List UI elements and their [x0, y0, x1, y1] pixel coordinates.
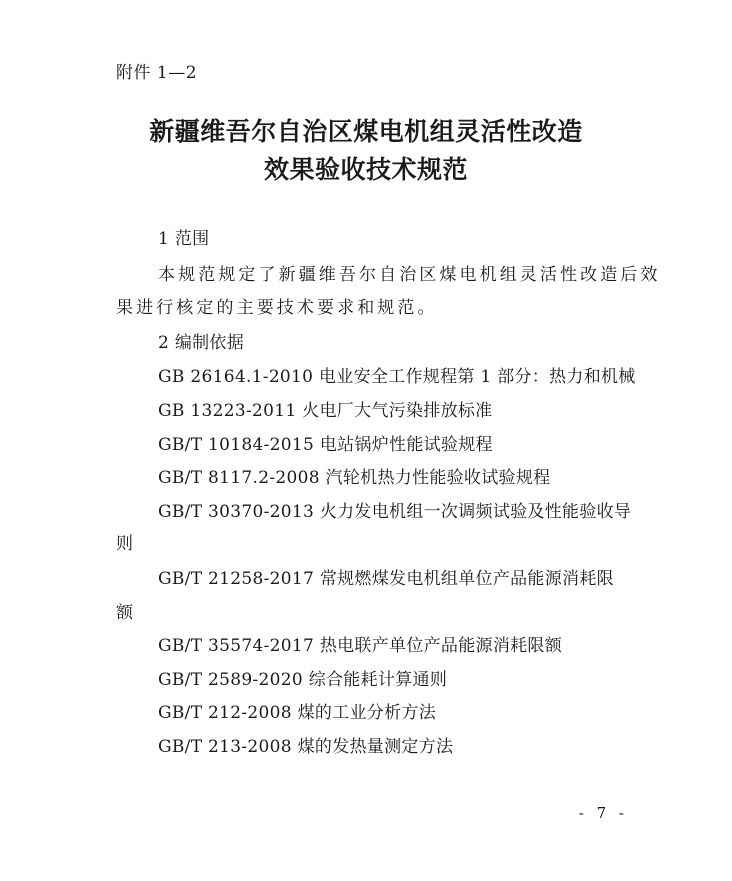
section-1-heading: 1 范围 [158, 229, 210, 249]
reference-item: GB/T 30370-2013 火力发电机组一次调频试验及性能验收导 [158, 502, 632, 522]
reference-item: GB 13223-2011 火电厂大气污染排放标准 [158, 401, 493, 421]
section-1-paragraph-line-1: 本规范规定了新疆维吾尔自治区煤电机组灵活性改造后效 [158, 265, 661, 285]
reference-item-continuation: 额 [116, 603, 134, 623]
reference-item: GB/T 212-2008 煤的工业分析方法 [158, 703, 437, 723]
reference-item-continuation: 则 [116, 534, 134, 554]
reference-item: GB 26164.1-2010 电业安全工作规程第 1 部分：热力和机械 [158, 367, 636, 387]
page-number: - 7 - [578, 804, 628, 822]
reference-item: GB/T 213-2008 煤的发热量测定方法 [158, 737, 454, 757]
section-2-heading: 2 编制依据 [158, 333, 245, 353]
reference-item: GB/T 2589-2020 综合能耗计算通则 [158, 670, 448, 690]
section-1-paragraph-line-2: 果进行核定的主要技术要求和规范。 [116, 298, 438, 318]
document-title-line-2: 效果验收技术规范 [263, 155, 468, 184]
reference-item: GB/T 21258-2017 常规燃煤发电机组单位产品能源消耗限 [158, 569, 614, 589]
reference-item: GB/T 8117.2-2008 汽轮机热力性能验收试验规程 [158, 468, 551, 488]
document-title-line-1: 新疆维吾尔自治区煤电机组灵活性改造 [149, 117, 583, 146]
reference-item: GB/T 10184-2015 电站锅炉性能试验规程 [158, 435, 493, 455]
attachment-label: 附件 1—2 [116, 63, 198, 83]
reference-item: GB/T 35574-2017 热电联产单位产品能源消耗限额 [158, 636, 563, 656]
